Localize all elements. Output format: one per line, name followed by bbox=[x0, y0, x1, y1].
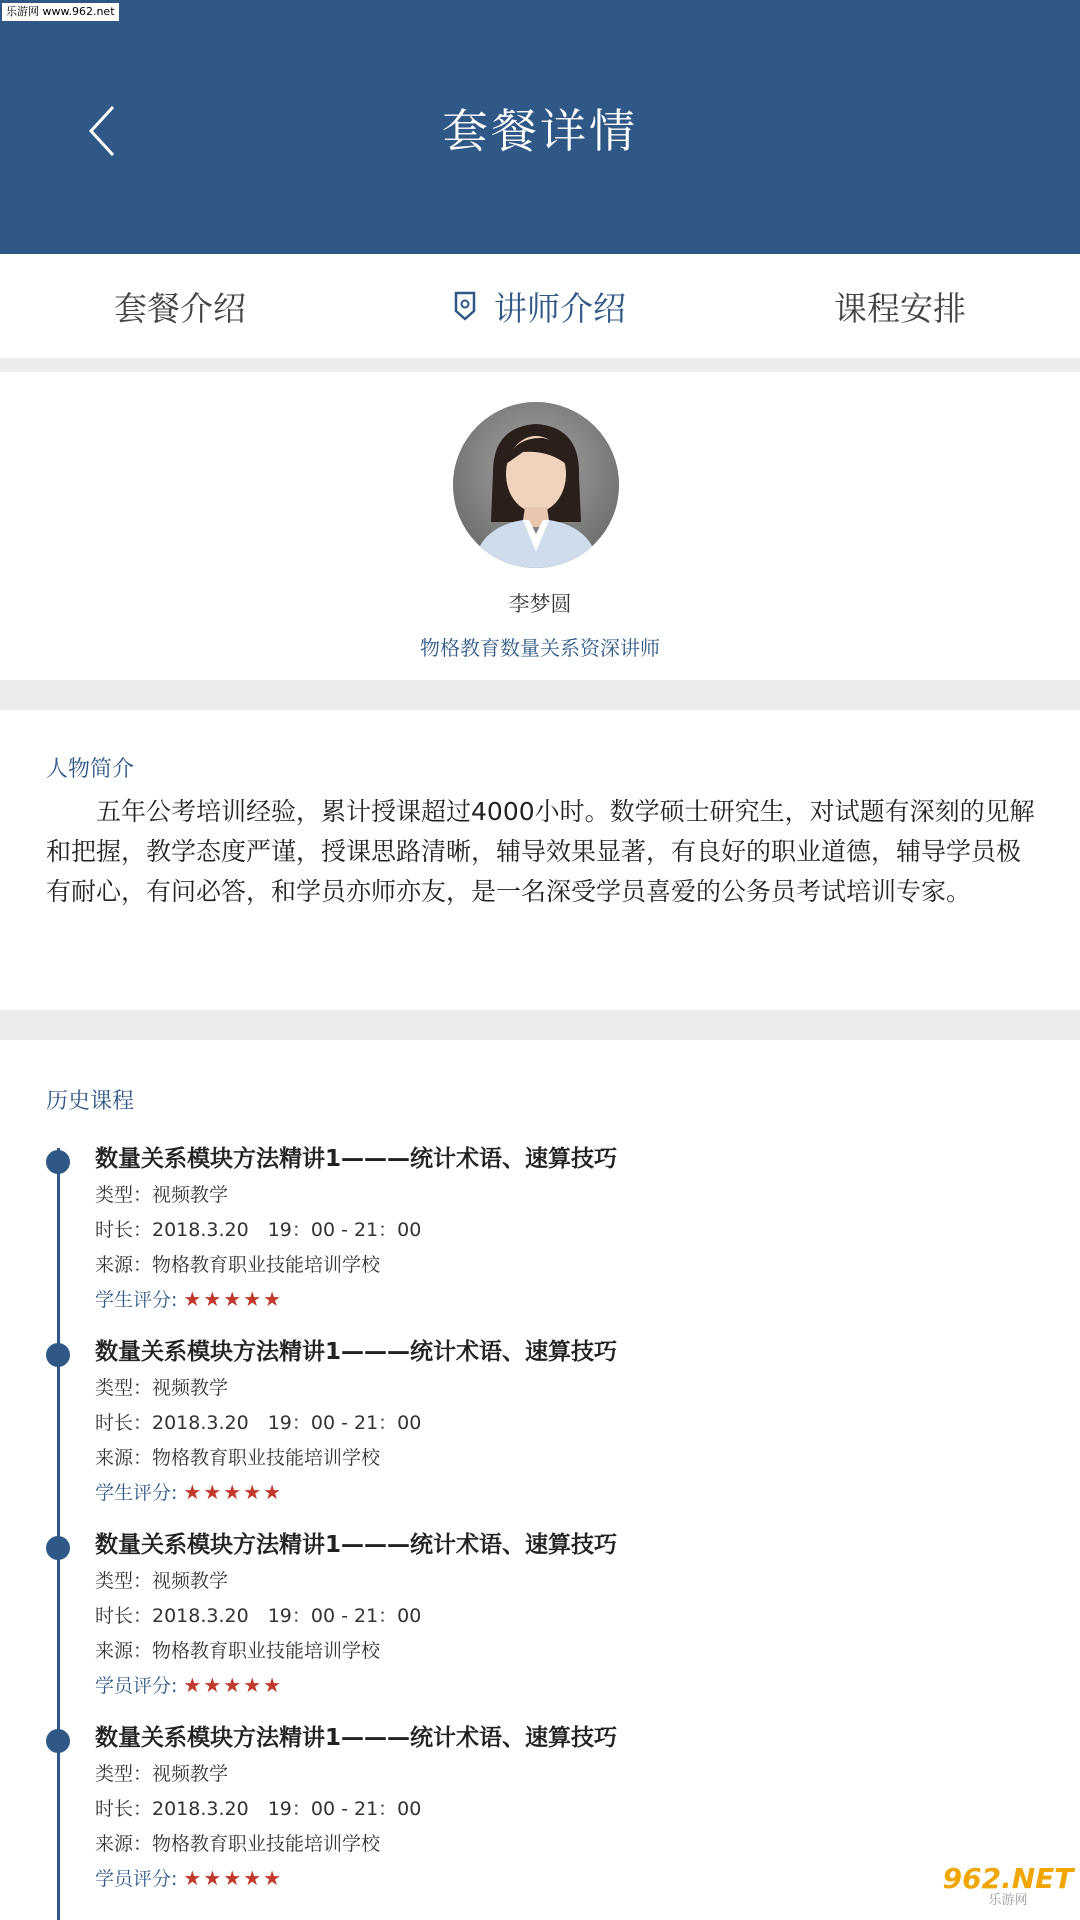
divider bbox=[0, 358, 1080, 372]
tab-schedule[interactable] bbox=[720, 254, 1080, 358]
course-source: 来源：物格教育职业技能培训学校 bbox=[95, 1254, 381, 1276]
course-item[interactable] bbox=[0, 1719, 1080, 1909]
course-rating bbox=[95, 1864, 283, 1891]
course-duration: 时长：2018.3.20 19：00 - 21：00 bbox=[95, 1219, 422, 1241]
course-type: 类型：视频教学 bbox=[95, 1184, 229, 1206]
course-rating bbox=[95, 1285, 283, 1312]
bio-heading: 人物简介 bbox=[46, 757, 135, 782]
course-type: 类型：视频教学 bbox=[95, 1377, 229, 1399]
divider bbox=[0, 680, 1080, 710]
bio-text: 五年公考培训经验，累计授课超过4000小时。数学硕士研究生，对试题有深刻的见解和把握，教学态度严谨，授课思路清晰，辅导效果显著，有良好的职业道德，辅导学员极有耐心，有问必答，和学员亦师亦友，是一名深受学员喜爱的公务员考试培训专家。 bbox=[46, 797, 1035, 906]
course-title: 数量关系模块方法精讲1———统计术语、速算技巧 bbox=[95, 1339, 618, 1365]
timeline-dot bbox=[46, 1150, 70, 1174]
bio-section bbox=[0, 710, 1080, 1010]
timeline-dot bbox=[46, 1343, 70, 1367]
watermark-bottom bbox=[942, 1862, 1074, 1912]
course-title: 数量关系模块方法精讲1———统计术语、速算技巧 bbox=[95, 1146, 618, 1172]
course-duration: 时长：2018.3.20 19：00 - 21：00 bbox=[95, 1798, 422, 1820]
timeline-dot bbox=[46, 1729, 70, 1753]
rating-stars: ★★★★★ bbox=[183, 1673, 284, 1697]
tab-package-intro[interactable] bbox=[0, 254, 360, 358]
course-title: 数量关系模块方法精讲1———统计术语、速算技巧 bbox=[95, 1725, 618, 1751]
course-item[interactable] bbox=[0, 1333, 1080, 1523]
divider bbox=[0, 1010, 1080, 1040]
course-source: 来源：物格教育职业技能培训学校 bbox=[95, 1640, 381, 1662]
rating-label: 学员评分: bbox=[95, 1868, 178, 1890]
rating-label: 学生评分: bbox=[95, 1482, 178, 1504]
course-duration: 时长：2018.3.20 19：00 - 21：00 bbox=[95, 1605, 422, 1627]
teacher-title: 物格教育数量关系资深讲师 bbox=[420, 636, 660, 660]
course-type: 类型：视频教学 bbox=[95, 1570, 229, 1592]
tab-bar bbox=[0, 254, 1080, 358]
rating-stars: ★★★★★ bbox=[183, 1480, 284, 1504]
rating-stars: ★★★★★ bbox=[183, 1866, 284, 1890]
tab-label: 课程安排 bbox=[834, 288, 966, 328]
tab-teacher-intro[interactable] bbox=[360, 254, 720, 358]
teacher-profile bbox=[0, 372, 1080, 680]
avatar bbox=[453, 402, 619, 568]
rating-label: 学员评分: bbox=[95, 1675, 178, 1697]
history-heading: 历史课程 bbox=[46, 1089, 135, 1114]
watermark-sub: 乐游网 bbox=[988, 1893, 1028, 1908]
course-title: 数量关系模块方法精讲1———统计术语、速算技巧 bbox=[95, 1532, 618, 1558]
course-rating bbox=[95, 1478, 283, 1505]
course-source: 来源：物格教育职业技能培训学校 bbox=[95, 1447, 381, 1469]
page-title: 套餐详情 bbox=[442, 104, 638, 158]
watermark-top: 乐游网 www.962.net bbox=[2, 3, 119, 21]
timeline-dot bbox=[46, 1536, 70, 1560]
badge-icon bbox=[454, 291, 476, 321]
app-header bbox=[0, 0, 1080, 254]
course-rating bbox=[95, 1671, 283, 1698]
rating-label: 学生评分: bbox=[95, 1289, 178, 1311]
course-type: 类型：视频教学 bbox=[95, 1763, 229, 1785]
rating-stars: ★★★★★ bbox=[183, 1287, 284, 1311]
teacher-name: 李梦圆 bbox=[508, 592, 572, 616]
history-section bbox=[0, 1040, 1080, 1920]
watermark-logo: 962.NET bbox=[942, 1862, 1074, 1895]
course-item[interactable] bbox=[0, 1140, 1080, 1330]
tab-label: 讲师介绍 bbox=[494, 288, 626, 328]
course-item[interactable] bbox=[0, 1526, 1080, 1716]
course-duration: 时长：2018.3.20 19：00 - 21：00 bbox=[95, 1412, 422, 1434]
tab-label: 套餐介绍 bbox=[114, 288, 246, 328]
course-source: 来源：物格教育职业技能培训学校 bbox=[95, 1833, 381, 1855]
